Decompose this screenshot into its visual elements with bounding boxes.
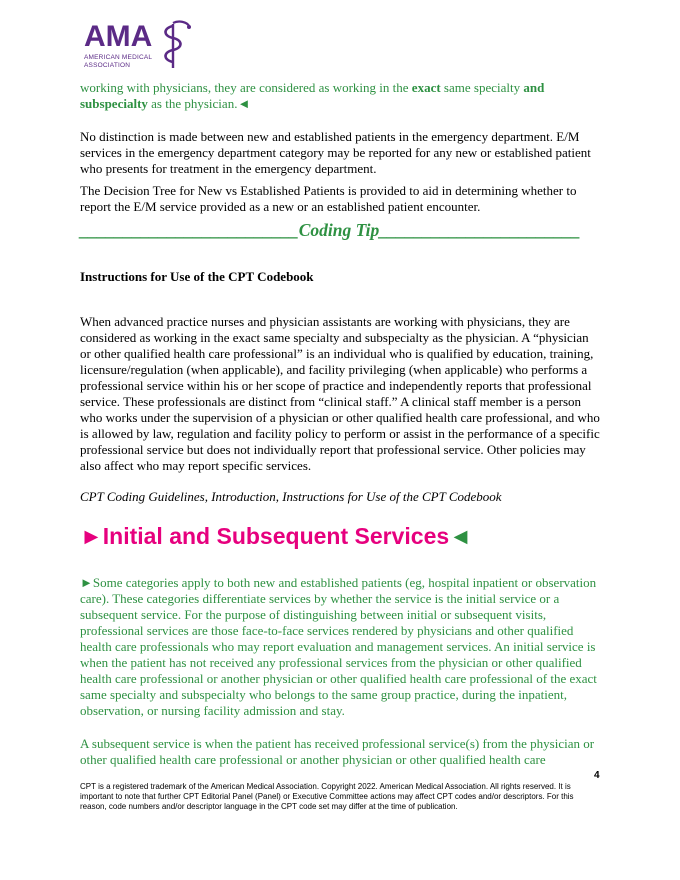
continuation-text-3: as the physician. <box>147 96 238 111</box>
logo-subtitle <box>84 54 152 69</box>
instructions-heading: Instructions for Use of the CPT Codebook <box>80 269 314 284</box>
initial-service-text: Some categories apply to both new and established patients (eg, hospital inpatient or observation care). These categories differentiate services by whether the service is the initial service or a subsequent service. For the purpose of distinguishing between initial or subsequent visits, professional services are those face-to-face services rendered by physicians and other qualified health care professionals who may report evaluation and management services. An initial service is when the patient has not received any professional services from the physician or other qualified health care professional or another physician or other qualified health care professional of the exact same specialty and subspecialty who belongs to the same group practice, during the inpatient, observation, or nursing facility admission and stay. <box>80 575 597 718</box>
continuation-paragraph <box>80 80 602 112</box>
ama-logo <box>84 18 199 73</box>
end-triangle-icon: ◄ <box>237 96 251 111</box>
start-triangle-icon: ► <box>80 523 103 549</box>
decision-tree-paragraph: The Decision Tree for New vs Established Patients is provided to aid in determining whether to report the E/M service provided as a new or an established patient encounter. <box>80 183 577 214</box>
continuation-bold-exact: exact <box>411 80 441 95</box>
end-triangle-icon: ◄ <box>449 523 472 549</box>
start-triangle-icon: ► <box>80 575 93 590</box>
subsequent-service-paragraph: A subsequent service is when the patient has received professional service(s) from the physician or other qualified health care professional or another physician or other qualified health care <box>80 736 595 767</box>
logo-subtitle-line2: ASSOCIATION <box>84 61 131 69</box>
continuation-text-1: working with physicians, they are considered as working in the <box>80 80 412 95</box>
continuation-text-2: same specialty <box>440 80 524 95</box>
logo-subtitle-line1: AMERICAN MEDICAL <box>84 54 153 61</box>
no-distinction-paragraph: No distinction is made between new and established patients in the emergency department. E/M services in the emergency department category may be reported for any new or established patient who presents for treatment in the emergency department. <box>80 129 591 176</box>
page-number: 4 <box>594 770 600 781</box>
instructions-body: When advanced practice nurses and physician assistants are working with physicians, they are considered as working in the exact same specialty and subspecialty as the physician. A “physician or other qualified health care professional” is an individual who is qualified by education, training, licensure/regulation (when applicable), and facility privileging (when applicable) who performs a professional service within his or her scope of practice and independently reports that professional service. These professionals are distinct from “clinical staff.” A clinical staff member is a person who works under the supervision of a physician or other qualified health care professional, and who is allowed by law, regulation and facility policy to perform or assist in the performance of a specific professional service but does not individually report that professional service. Other policies may also affect who may report specific services. <box>80 314 600 473</box>
citation: CPT Coding Guidelines, Introduction, Instructions for Use of the CPT Codebook <box>80 489 502 504</box>
copyright-footer: CPT is a registered trademark of the American Medical Association. Copyright 2022. American Medical Association. All rights reserved. It is important to note that further CPT Editorial Panel (Panel) or Executive Committee actions may affect CPT codes and/or descriptors. For this reason, code numbers and/or descriptor language in the CPT code set may differ at the time of publication. <box>80 782 574 812</box>
caduceus-icon <box>159 18 193 68</box>
initial-service-paragraph <box>80 575 602 719</box>
logo-mark: AMA <box>84 20 153 53</box>
section-heading <box>80 522 620 550</box>
section-title: Initial and Subsequent Services <box>102 523 450 549</box>
coding-tip-banner: _________________________Coding Tip_______________________ <box>80 220 581 240</box>
continuation-bold-subspecialty: and subspecialty <box>80 80 545 111</box>
